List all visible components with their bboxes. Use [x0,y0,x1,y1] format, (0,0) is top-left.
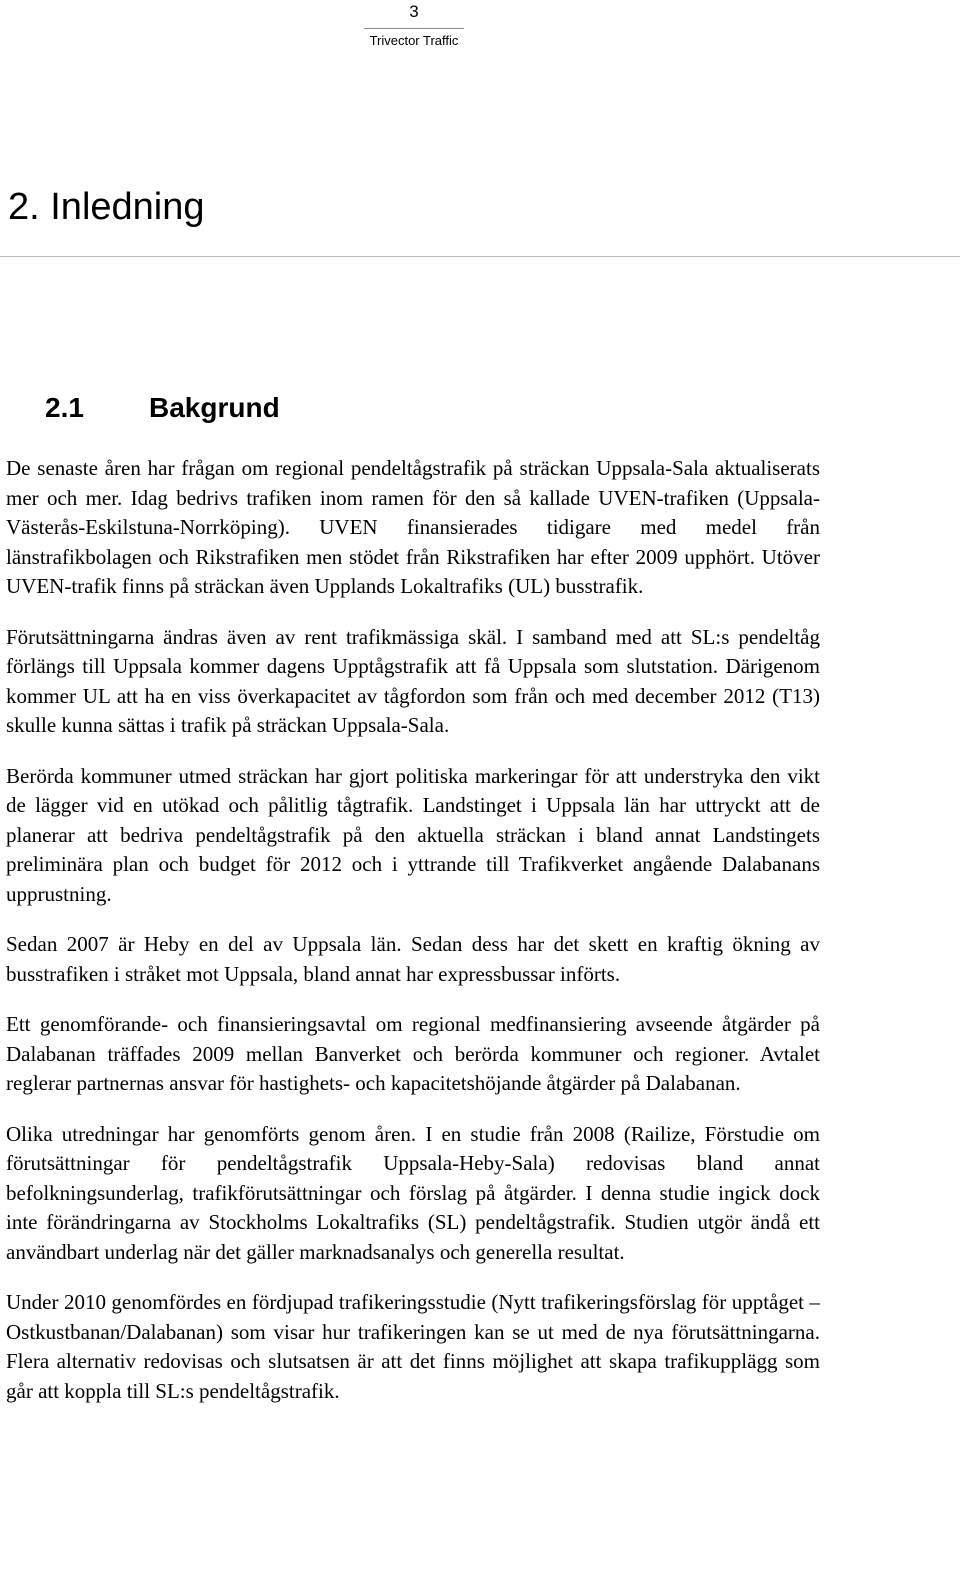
company-name: Trivector Traffic [369,33,459,48]
header-divider [364,28,464,29]
chapter-divider [0,256,960,257]
body-text [6,454,820,1427]
paragraph: De senaste åren har frågan om regional pendeltågstrafik på sträckan Uppsala-Sala aktualiserats mer och mer. Idag bedrivs trafiken inom ramen för den så kallade UVEN-trafiken (Uppsala-Västerås-Eskilstuna-Norrköping). UVEN finansierades tidigare med medel från länstrafikbolagen och Rikstrafiken men stödet från Rikstrafiken har efter 2009 upphört. Utöver UVEN-trafik finns på sträckan även Upplands Lokaltrafiks (UL) busstrafik. [6,456,820,598]
section-number: 2.1 [45,392,84,423]
paragraph: Ett genomförande- och finansieringsavtal om regional medfinansiering avseende åtgärder på Dalabanan träffades 2009 mellan Banverket och berörda kommuner och regioner. Avtalet reglerar partnernas ansvar för hastighets- och kapacitetshöjande åtgärder på Dalabanan. [6,1012,820,1095]
paragraph: Sedan 2007 är Heby en del av Uppsala län. Sedan dess har det skett en kraftig ökning av busstrafiken i stråket mot Uppsala, bland annat har expressbussar införts. [6,932,820,986]
section-heading [45,390,280,426]
page-number: 3 [409,2,419,21]
paragraph: Olika utredningar har genomförts genom åren. I en studie från 2008 (Railize, Förstudie om förutsättningar för pendeltågstrafik Uppsala-Heby-Sala) redovisas bland annat befolkningsunderlag, trafikförutsättningar och förslag på åtgärder. I denna studie ingick dock inte förändringarna av Stockholms Lokaltrafiks (SL) pendeltågstrafik. Studien utgör ändå ett användbart underlag när det gäller marknadsanalys och generella resultat. [6,1121,820,1264]
paragraph: Förutsättningarna ändras även av rent trafikmässiga skäl. I samband med att SL:s pendeltåg förlängs till Uppsala kommer dagens Upptågstrafik att få Uppsala som slutstation. Därigenom kommer UL att ha en viss överkapacitet av tågfordon som från och med december 2012 (T13) skulle kunna sättas i trafik på sträckan Uppsala-Sala. [6,624,820,737]
page-header [364,2,464,48]
paragraph: Berörda kommuner utmed sträckan har gjort politiska markeringar för att understryka den vikt de lägger vid en utökad och pålitlig tågtrafik. Landstinget i Uppsala län har uttryckt att de planerar att bedriva pendeltågstrafik på den aktuella sträckan i bland annat Landstingets preliminära plan och budget för 2012 och i yttrande till Trafikverket angående Dalabanans upprustning. [6,763,820,906]
paragraph: Under 2010 genomfördes en fördjupad trafikeringsstudie (Nytt trafikeringsförslag för upptåget – Ostkustbanan/Dalabanan) som visar hur trafikeringen kan se ut med de nya förutsättningarna. Flera alternativ redovisas och slutsatsen är att det finns möjlighet att skapa trafikupplägg som går att koppla till SL:s pendeltågstrafik. [6,1290,820,1403]
section-title: Bakgrund [149,392,280,423]
chapter-title: 2. Inledning [8,186,205,228]
